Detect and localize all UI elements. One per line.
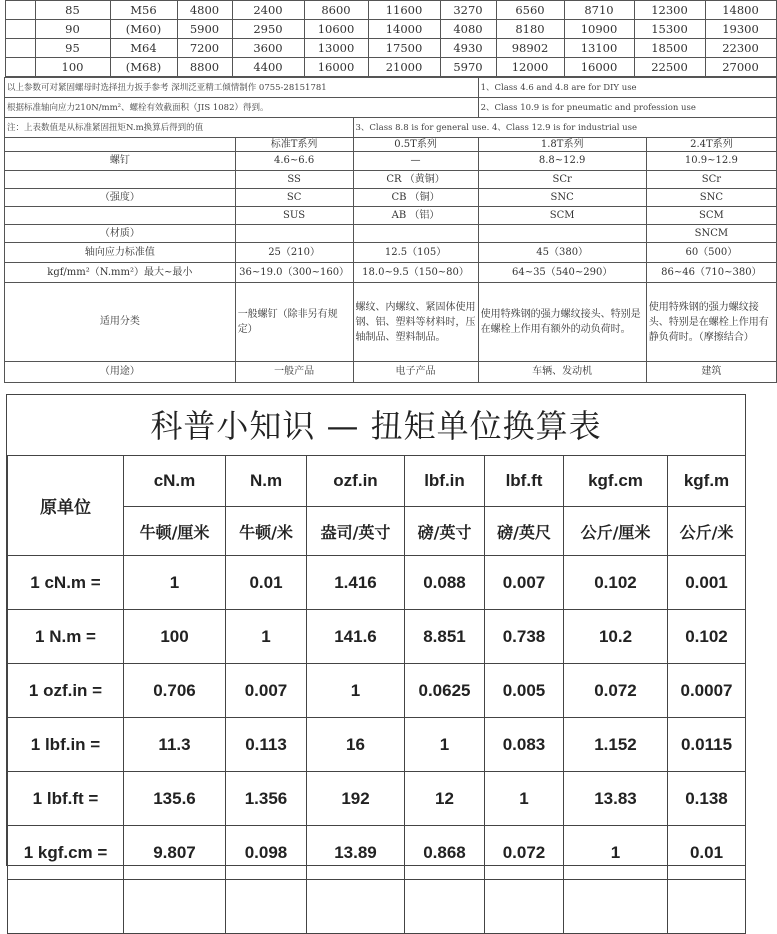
conversion-value: 0.005 — [485, 664, 564, 718]
diameter-cell: 100 — [35, 58, 110, 77]
material-cell: SUS — [235, 207, 353, 225]
torque-value-cell: 15300 — [634, 20, 705, 39]
material-cell: SCM — [478, 207, 646, 225]
conversion-value: 0.083 — [485, 718, 564, 772]
note-row — [5, 78, 777, 98]
torque-value-cell: 3270 — [440, 1, 496, 20]
label-bolt: 螺钉 — [5, 152, 236, 171]
bolt-spec-section — [0, 0, 769, 388]
note-right: 3、Class 8.8 is for general use. 4、Class 12.9 is for industrial use — [353, 118, 776, 138]
material-cell — [235, 225, 353, 243]
stress-range-cell: 36~19.0（300~160） — [235, 263, 353, 283]
material-cell: SNC — [646, 189, 776, 207]
note-right: 1、Class 4.6 and 4.8 are for DIY use — [478, 78, 776, 98]
note-left: 注：上表数值是从标准紧固扭矩N.m换算后得到的值 — [5, 118, 354, 138]
application-cell: 使用特殊钢的强力螺纹接头、特别是在螺栓上作用有额外的动负荷时。 — [478, 283, 646, 362]
axial-stress-label: 轴向应力标准值 — [5, 243, 236, 263]
thread-cell: (M68) — [110, 58, 177, 77]
empty-cell — [307, 880, 405, 934]
material-label-cell — [5, 171, 236, 189]
note-left: 以上参数可对紧固螺母时选择扭力扳手参考 深圳泛亚精工倾情制作 0755-28151781 — [5, 78, 479, 98]
usage-cell: 一般产品 — [235, 362, 353, 383]
material-cell: AB （铝） — [353, 207, 478, 225]
torque-table-title: 科普小知识 — 扭矩单位换算表 — [150, 407, 602, 445]
series-header-row — [5, 138, 777, 152]
torque-value-cell: 4930 — [440, 39, 496, 58]
conversion-row-label: 1 N.m = — [8, 610, 124, 664]
conversion-value: 1.152 — [564, 718, 668, 772]
conversion-value: 11.3 — [124, 718, 226, 772]
torque-value-cell: 27000 — [705, 58, 776, 77]
conversion-value: 13.83 — [564, 772, 668, 826]
conversion-value: 1 — [307, 664, 405, 718]
stress-range-row — [5, 263, 777, 283]
material-cell: SNCM — [646, 225, 776, 243]
series-header-cell: 0.5T系列 — [353, 138, 478, 152]
material-cell: SCr — [646, 171, 776, 189]
application-cell: 使用特殊钢的强力螺纹接头、特别是在螺栓上作用有静负荷时。（摩擦结合） — [646, 283, 776, 362]
conversion-value: 0.001 — [668, 556, 746, 610]
application-row — [5, 283, 777, 362]
torque-value-cell: 10600 — [304, 20, 368, 39]
torque-value-cell: 11600 — [368, 1, 440, 20]
material-label-cell: （材质） — [5, 225, 236, 243]
conversion-value: 0.007 — [226, 664, 307, 718]
empty-cell — [124, 880, 226, 934]
diameter-cell: 90 — [35, 20, 110, 39]
grade-cell: 10.9~12.9 — [646, 152, 776, 171]
material-row — [5, 171, 777, 189]
torque-value-cell: 16000 — [564, 58, 634, 77]
material-row — [5, 225, 777, 243]
conversion-value: 192 — [307, 772, 405, 826]
torque-value-cell: 18500 — [634, 39, 705, 58]
diameter-cell: 85 — [35, 1, 110, 20]
material-label-cell — [5, 207, 236, 225]
torque-value-cell: 7200 — [177, 39, 232, 58]
conversion-value: 0.113 — [226, 718, 307, 772]
conversion-row-label: 1 ozf.in = — [8, 664, 124, 718]
stress-range-cell: 64~35（540~290） — [478, 263, 646, 283]
axial-stress-cell: 60（500） — [646, 243, 776, 263]
empty-cell — [226, 880, 307, 934]
conversion-row — [8, 826, 746, 880]
conversion-value: 1.416 — [307, 556, 405, 610]
unit-cn-header-cell: 公斤/米 — [668, 507, 746, 556]
unit-header-cell: kgf.cm — [564, 456, 668, 507]
torque-value-cell: 13000 — [304, 39, 368, 58]
diameter-cell: 95 — [35, 39, 110, 58]
conversion-value: 0.098 — [226, 826, 307, 880]
size-row — [5, 39, 776, 58]
size-row — [5, 58, 776, 77]
series-header-cell: 1.8T系列 — [478, 138, 646, 152]
material-cell: CR （黄铜） — [353, 171, 478, 189]
conversion-value: 16 — [307, 718, 405, 772]
axial-stress-cell: 25（210） — [235, 243, 353, 263]
empty-cell — [405, 880, 485, 934]
conversion-value: 10.2 — [564, 610, 668, 664]
material-cell: SCr — [478, 171, 646, 189]
stress-range-cell: 18.0~9.5（150~80） — [353, 263, 478, 283]
unit-cn-header-cell: 公斤/厘米 — [564, 507, 668, 556]
torque-value-cell: 4080 — [440, 20, 496, 39]
usage-label: （用途） — [5, 362, 236, 383]
torque-value-cell: 98902 — [496, 39, 564, 58]
conversion-row-label: 1 cN.m = — [8, 556, 124, 610]
usage-cell: 电子产品 — [353, 362, 478, 383]
conversion-value: 0.0007 — [668, 664, 746, 718]
unit-header-cell: kgf.m — [668, 456, 746, 507]
torque-value-cell: 16000 — [304, 58, 368, 77]
conversion-value: 9.807 — [124, 826, 226, 880]
stress-range-cell: 86~46（710~380） — [646, 263, 776, 283]
grade-cell: 8.8~12.9 — [478, 152, 646, 171]
conversion-row-label: 1 lbf.in = — [8, 718, 124, 772]
unit-header-cell: ozf.in — [307, 456, 405, 507]
axial-stress-cell: 45（380） — [478, 243, 646, 263]
material-cell: SNC — [478, 189, 646, 207]
conversion-value: 141.6 — [307, 610, 405, 664]
torque-conversion-section — [6, 394, 746, 866]
torque-value-cell: 14800 — [705, 1, 776, 20]
unit-header-cell: cN.m — [124, 456, 226, 507]
conversion-value: 0.102 — [668, 610, 746, 664]
application-label: 适用分类 — [5, 283, 236, 362]
size-rows-container — [5, 0, 777, 78]
note-left: 根据标准轴向应力210N/mm²、螺栓有效截面积（JIS 1082）得到。 — [5, 98, 479, 118]
material-cell — [353, 225, 478, 243]
conversion-value: 1 — [485, 772, 564, 826]
grade-cell: 4.6~6.6 — [235, 152, 353, 171]
torque-conversion-table — [7, 455, 746, 934]
conversion-row — [8, 664, 746, 718]
torque-value-cell: 8800 — [177, 58, 232, 77]
conversion-value: 135.6 — [124, 772, 226, 826]
conversion-value: 13.89 — [307, 826, 405, 880]
axial-stress-row — [5, 243, 777, 263]
unit-cn-header-cell: 磅/英寸 — [405, 507, 485, 556]
conversion-value: 100 — [124, 610, 226, 664]
torque-value-cell: 14000 — [368, 20, 440, 39]
torque-value-cell: 8600 — [304, 1, 368, 20]
material-cell: CB （铜） — [353, 189, 478, 207]
usage-row — [5, 362, 777, 383]
conversion-value: 12 — [405, 772, 485, 826]
original-unit-header: 原单位 — [8, 456, 124, 556]
unit-cn-header-cell: 磅/英尺 — [485, 507, 564, 556]
material-row — [5, 207, 777, 225]
conversion-value: 0.138 — [668, 772, 746, 826]
material-cell: SS — [235, 171, 353, 189]
unit-header-cell: N.m — [226, 456, 307, 507]
unit-header-cell: lbf.in — [405, 456, 485, 507]
size-rows-table — [5, 0, 777, 77]
torque-value-cell: 13100 — [564, 39, 634, 58]
torque-value-cell: 5900 — [177, 20, 232, 39]
torque-value-cell: 17500 — [368, 39, 440, 58]
usage-cell: 车辆、发动机 — [478, 362, 646, 383]
conversion-value: 1 — [564, 826, 668, 880]
torque-value-cell: 4400 — [232, 58, 304, 77]
conversion-value: 1 — [405, 718, 485, 772]
torque-value-cell: 10900 — [564, 20, 634, 39]
conversion-value: 0.072 — [564, 664, 668, 718]
conversion-value: 0.007 — [485, 556, 564, 610]
size-row-blank — [5, 1, 35, 20]
conversion-value: 0.0625 — [405, 664, 485, 718]
series-header-cell: 2.4T系列 — [646, 138, 776, 152]
conversion-row — [8, 718, 746, 772]
torque-value-cell: 22500 — [634, 58, 705, 77]
series-header-blank — [5, 138, 236, 152]
note-row — [5, 118, 777, 138]
size-row — [5, 20, 776, 39]
torque-value-cell: 8180 — [496, 20, 564, 39]
series-header-cell: 标准T系列 — [235, 138, 353, 152]
size-row-blank — [5, 20, 35, 39]
torque-value-cell: 6560 — [496, 1, 564, 20]
material-label-cell: （强度） — [5, 189, 236, 207]
material-cell: SCM — [646, 207, 776, 225]
note-right: 2、Class 10.9 is for pneumatic and profession use — [478, 98, 776, 118]
unit-header-cell: lbf.ft — [485, 456, 564, 507]
axial-stress-cell: 12.5（105） — [353, 243, 478, 263]
material-cell — [478, 225, 646, 243]
torque-value-cell: 21000 — [368, 58, 440, 77]
thread-cell: M56 — [110, 1, 177, 20]
usage-cell: 建筑 — [646, 362, 776, 383]
conversion-row — [8, 772, 746, 826]
empty-cell — [485, 880, 564, 934]
note-row — [5, 98, 777, 118]
unit-header-row — [8, 456, 746, 507]
application-cell: 螺纹、内螺纹、紧固体使用钢、铝、塑料等材料时，压轴制品、塑料制品。 — [353, 283, 478, 362]
thread-cell: M64 — [110, 39, 177, 58]
torque-value-cell: 12000 — [496, 58, 564, 77]
conversion-value: 0.072 — [485, 826, 564, 880]
empty-cell — [8, 880, 124, 934]
torque-value-cell: 22300 — [705, 39, 776, 58]
size-rows-cell — [5, 0, 777, 78]
conversion-row — [8, 610, 746, 664]
grade-cell: — — [353, 152, 478, 171]
torque-value-cell: 3600 — [232, 39, 304, 58]
size-row-blank — [5, 58, 35, 77]
unit-cn-header-cell: 牛顿/厘米 — [124, 507, 226, 556]
bolt-spec-table — [4, 0, 777, 383]
conversion-row-label: 1 kgf.cm = — [8, 826, 124, 880]
conversion-value: 0.706 — [124, 664, 226, 718]
torque-value-cell: 4800 — [177, 1, 232, 20]
material-row — [5, 189, 777, 207]
conversion-value: 0.738 — [485, 610, 564, 664]
conversion-value: 0.01 — [226, 556, 307, 610]
conversion-value: 1 — [124, 556, 226, 610]
conversion-row-label: 1 lbf.ft = — [8, 772, 124, 826]
conversion-row — [8, 556, 746, 610]
conversion-row-partial — [8, 880, 746, 934]
conversion-value: 8.851 — [405, 610, 485, 664]
material-cell: SC — [235, 189, 353, 207]
unit-cn-header-cell: 盎司/英寸 — [307, 507, 405, 556]
grade-row — [5, 152, 777, 171]
torque-value-cell: 8710 — [564, 1, 634, 20]
conversion-value: 1 — [226, 610, 307, 664]
empty-cell — [668, 880, 746, 934]
torque-value-cell: 2950 — [232, 20, 304, 39]
size-row-blank — [5, 39, 35, 58]
empty-cell — [564, 880, 668, 934]
size-row — [5, 1, 776, 20]
thread-cell: (M60) — [110, 20, 177, 39]
stress-range-label: kgf/mm²（N.mm²）最大~最小 — [5, 263, 236, 283]
torque-value-cell: 2400 — [232, 1, 304, 20]
torque-value-cell: 19300 — [705, 20, 776, 39]
conversion-value: 0.102 — [564, 556, 668, 610]
torque-value-cell: 12300 — [634, 1, 705, 20]
conversion-value: 1.356 — [226, 772, 307, 826]
unit-cn-header-cell: 牛顿/米 — [226, 507, 307, 556]
conversion-value: 0.0115 — [668, 718, 746, 772]
conversion-value: 0.088 — [405, 556, 485, 610]
conversion-value: 0.868 — [405, 826, 485, 880]
application-cell: 一般螺钉（除非另有规定） — [235, 283, 353, 362]
torque-value-cell: 5970 — [440, 58, 496, 77]
conversion-value: 0.01 — [668, 826, 746, 880]
